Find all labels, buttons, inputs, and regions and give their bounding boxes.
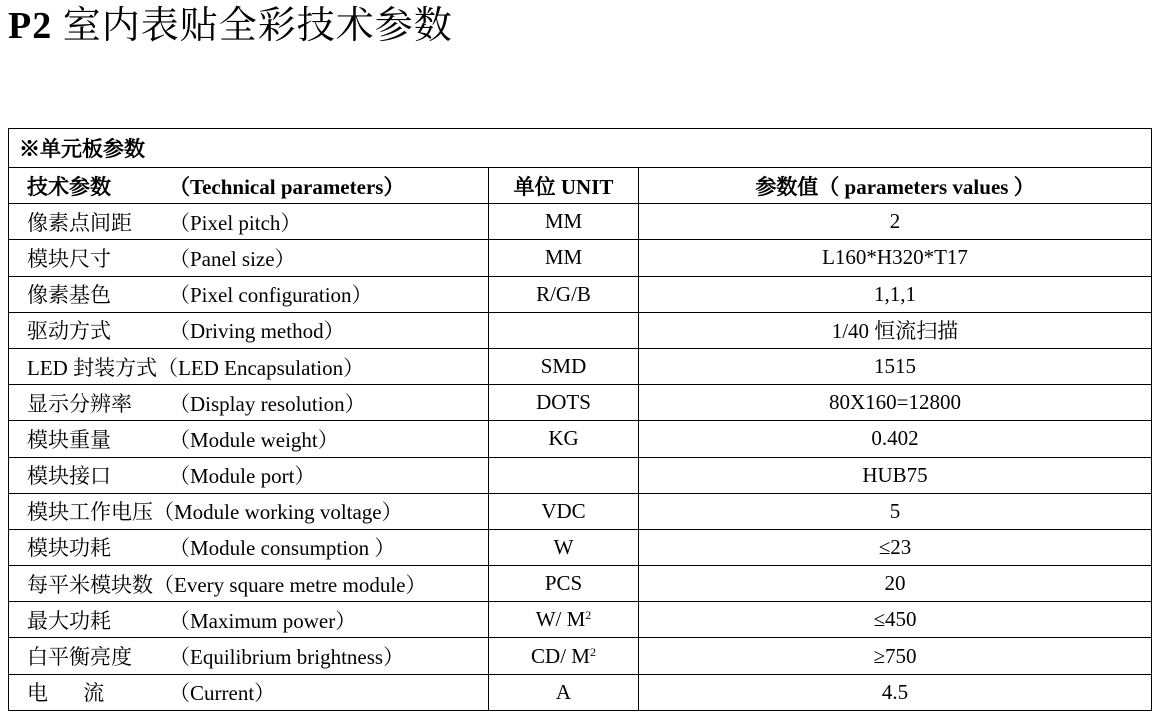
unit-superscript: 2	[585, 608, 592, 623]
value-cell: 1515	[639, 348, 1152, 384]
value-cell: 5	[639, 493, 1152, 529]
value-cell: L160*H320*T17	[639, 240, 1152, 276]
unit-cell	[489, 529, 639, 565]
param-cell	[9, 204, 489, 240]
unit-text: W/ M	[535, 607, 586, 632]
param-name-zh: 像素基色	[27, 283, 111, 308]
page-title	[8, 2, 453, 50]
value-cell: 1,1,1	[639, 276, 1152, 312]
param-name-zh: 模块重量	[27, 427, 111, 452]
param-name-en: （Pixel configuration）	[169, 283, 373, 308]
value-cell: ≥750	[639, 638, 1152, 674]
param-name-zh: 电 流	[27, 681, 105, 706]
param-cell	[9, 348, 489, 384]
table-row	[9, 602, 1152, 638]
header-row	[9, 168, 1152, 204]
table-row	[9, 276, 1152, 312]
unit-text: SMD	[540, 354, 587, 379]
unit-cell	[489, 602, 639, 638]
param-cell	[9, 602, 489, 638]
param-name-en: （Current）	[169, 681, 276, 706]
unit-text: KG	[548, 426, 579, 451]
param-name-zh: 驱动方式	[27, 319, 111, 344]
param-name-zh: 模块尺寸	[27, 246, 111, 271]
param-name-en: （Equilibrium brightness）	[169, 645, 405, 670]
page-title-model: P2	[8, 5, 53, 47]
page-title-text: 室内表贴全彩技术参数	[52, 5, 453, 47]
header-value: 参数值（ parameters values ）	[639, 168, 1152, 204]
table-row	[9, 421, 1152, 457]
unit-cell	[489, 276, 639, 312]
param-name-en: （Maximum power）	[169, 608, 357, 633]
unit-cell	[489, 204, 639, 240]
unit-text: PCS	[544, 571, 583, 596]
param-cell	[9, 674, 489, 710]
value-cell: 1/40 恒流扫描	[639, 312, 1152, 348]
table-row	[9, 312, 1152, 348]
value-cell: 20	[639, 566, 1152, 602]
param-name-en: （Panel size）	[169, 246, 296, 271]
param-name-zh: 白平衡亮度	[27, 645, 132, 670]
value-cell: HUB75	[639, 457, 1152, 493]
param-cell	[9, 457, 489, 493]
section-title: ※单元板参数	[9, 129, 1152, 168]
param-cell	[9, 493, 489, 529]
param-name-zh: LED 封装方式	[27, 355, 158, 380]
param-cell	[9, 385, 489, 421]
unit-cell	[489, 348, 639, 384]
param-name-en: （Module working voltage）	[153, 500, 403, 525]
param-cell	[9, 240, 489, 276]
unit-text: MM	[544, 245, 583, 270]
unit-cell	[489, 240, 639, 276]
unit-cell	[489, 312, 639, 348]
unit-cell	[489, 638, 639, 674]
unit-text: VDC	[541, 498, 586, 523]
unit-cell	[489, 457, 639, 493]
table-row	[9, 638, 1152, 674]
table-row	[9, 204, 1152, 240]
param-name-zh: 每平米模块数	[27, 572, 153, 597]
param-name-en: （Driving method）	[169, 319, 345, 344]
table-row	[9, 348, 1152, 384]
unit-text: W	[553, 534, 574, 559]
unit-cell	[489, 566, 639, 602]
param-name-en: （Module weight）	[169, 427, 339, 452]
table-row	[9, 674, 1152, 710]
value-cell: 0.402	[639, 421, 1152, 457]
table-row	[9, 566, 1152, 602]
unit-text: A	[555, 679, 572, 704]
table-row	[9, 529, 1152, 565]
table-row	[9, 493, 1152, 529]
param-cell	[9, 566, 489, 602]
header-param-zh: 技术参数	[27, 174, 111, 199]
param-name-zh: 模块工作电压	[27, 500, 153, 525]
param-cell	[9, 638, 489, 674]
unit-text: R/G/B	[536, 281, 591, 306]
unit-text: DOTS	[536, 390, 591, 415]
unit-text: MM	[544, 209, 583, 234]
param-name-en: （Module consumption ）	[169, 536, 396, 561]
unit-cell	[489, 385, 639, 421]
param-name-en: （Module port）	[169, 464, 316, 489]
param-cell	[9, 421, 489, 457]
param-name-zh: 模块接口	[27, 464, 111, 489]
spec-table	[8, 128, 1152, 711]
section-row	[9, 129, 1152, 168]
param-name-zh: 模块功耗	[27, 536, 111, 561]
param-name-en: （LED Encapsulation）	[157, 355, 365, 380]
param-name-zh: 像素点间距	[27, 210, 132, 235]
table-row	[9, 457, 1152, 493]
table-row	[9, 240, 1152, 276]
param-name-en: （Pixel pitch）	[169, 210, 302, 235]
param-cell	[9, 529, 489, 565]
param-name-zh: 显示分辨率	[27, 391, 132, 416]
unit-cell	[489, 493, 639, 529]
unit-text: CD/ M	[531, 643, 590, 668]
param-name-en: （Display resolution）	[169, 391, 366, 416]
param-name-zh: 最大功耗	[27, 608, 111, 633]
value-cell: ≤23	[639, 529, 1152, 565]
table-row	[9, 385, 1152, 421]
header-param-en: （Technical parameters）	[169, 174, 405, 199]
unit-cell	[489, 674, 639, 710]
param-name-en: （Every square metre module）	[153, 572, 427, 597]
header-unit: 单位 UNIT	[489, 168, 639, 204]
value-cell: 80X160=12800	[639, 385, 1152, 421]
param-cell	[9, 276, 489, 312]
param-cell	[9, 312, 489, 348]
header-param-cell	[9, 168, 489, 204]
unit-cell	[489, 421, 639, 457]
value-cell: 4.5	[639, 674, 1152, 710]
unit-superscript: 2	[589, 644, 596, 659]
value-cell: ≤450	[639, 602, 1152, 638]
value-cell: 2	[639, 204, 1152, 240]
